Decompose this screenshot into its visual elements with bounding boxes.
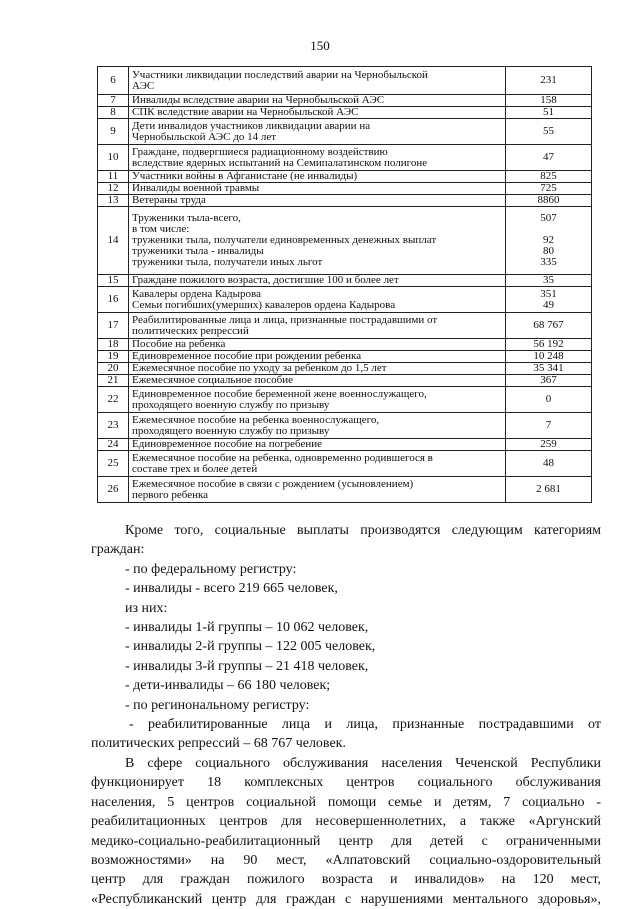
row-description bbox=[129, 351, 506, 363]
description-line: Ежемесячное пособие в связи с рождением (усыновлением) bbox=[132, 477, 414, 490]
row-description bbox=[129, 275, 506, 287]
description-line: Ежемесячное пособие по уходу за ребенком до 1,5 лет bbox=[132, 362, 387, 374]
description-line: Ветераны труда bbox=[132, 194, 206, 206]
statistics-table bbox=[97, 66, 592, 503]
row-value bbox=[506, 387, 592, 413]
description-line: Инвалиды военной травмы bbox=[132, 182, 260, 194]
description-line: составе трех и более детей bbox=[132, 462, 258, 475]
row-description bbox=[129, 413, 506, 439]
description-line: Кавалеры ордена Кадырова bbox=[132, 287, 261, 300]
text-line: - по федеральному регистру: bbox=[125, 561, 297, 577]
table-row bbox=[98, 107, 592, 119]
row-description bbox=[129, 107, 506, 119]
table-row bbox=[98, 145, 592, 171]
description-line: политических репрессий bbox=[132, 324, 249, 337]
value-line: 367 bbox=[540, 374, 557, 386]
description-line: АЭС bbox=[132, 79, 155, 92]
text-line: Кроме того, социальные выплаты производятся следующим категориям bbox=[125, 523, 601, 538]
description-line: Чернобыльской АЭС до 14 лет bbox=[132, 130, 277, 143]
text-line: - инвалиды 3-й группы – 21 418 человек, bbox=[125, 658, 369, 674]
description-line: Инвалиды вследствие аварии на Чернобыльской АЭС bbox=[132, 94, 385, 106]
value-line: 507 bbox=[540, 212, 557, 224]
row-description bbox=[129, 195, 506, 207]
row-number: 23 bbox=[98, 413, 129, 439]
description-line: Дети инвалидов участников ликвидации аварии на bbox=[132, 119, 371, 132]
value-line: 0 bbox=[545, 393, 552, 405]
description-line: Ежемесячное социальное пособие bbox=[132, 374, 294, 386]
table-row bbox=[98, 95, 592, 107]
row-value bbox=[506, 95, 592, 107]
table-row bbox=[98, 413, 592, 439]
row-number: 16 bbox=[98, 287, 129, 313]
table-row bbox=[98, 363, 592, 375]
row-number: 8 bbox=[98, 107, 129, 119]
table-row bbox=[98, 351, 592, 363]
table-row bbox=[98, 183, 592, 195]
description-line: проходящего военную службу по призыву bbox=[132, 398, 330, 411]
row-number: 20 bbox=[98, 363, 129, 375]
text-line: - по регинональному регистру: bbox=[125, 697, 310, 713]
value-line: 80 bbox=[543, 245, 554, 257]
description-line: труженики тыла - инвалиды bbox=[132, 245, 264, 257]
table-body bbox=[98, 67, 592, 503]
row-value bbox=[506, 145, 592, 171]
text-line: В сфере социального обслуживания населения Чеченской Республики bbox=[125, 755, 601, 771]
table-row bbox=[98, 171, 592, 183]
description-line: Семьи погибших(умерших) кавалеров ордена Кадырова bbox=[132, 298, 396, 311]
text-line: политических репрессий – 68 767 человек. bbox=[91, 736, 346, 752]
description-line: Участники ликвидации последствий аварии на Чернобыльской bbox=[132, 68, 428, 81]
text-line: функционирует 18 комплексных центров социального обслуживания bbox=[91, 775, 601, 791]
text-line: «Республиканский центр для граждан с нарушениями ментального здоровья», bbox=[91, 891, 601, 907]
row-number: 26 bbox=[98, 477, 129, 503]
value-line: 51 bbox=[543, 106, 554, 118]
value-line: 49 bbox=[543, 298, 554, 311]
row-description bbox=[129, 183, 506, 195]
row-description bbox=[129, 387, 506, 413]
value-line: 8860 bbox=[537, 194, 560, 206]
text-line: - инвалиды 1-й группы – 10 062 человек, bbox=[125, 620, 369, 636]
row-number: 22 bbox=[98, 387, 129, 413]
row-value bbox=[506, 119, 592, 145]
description-line: Граждане, подвергшиеся радиационному воздействию bbox=[132, 145, 388, 158]
page-number: 150 bbox=[310, 38, 330, 53]
table-row bbox=[98, 67, 592, 95]
row-number: 25 bbox=[98, 451, 129, 477]
row-value bbox=[506, 207, 592, 275]
text-line: центр для граждан пожилого возраста и инвалидов» на 120 мест, bbox=[91, 872, 601, 888]
row-number: 9 bbox=[98, 119, 129, 145]
description-line: Ежемесячное пособие на ребенка военнослужащего, bbox=[132, 413, 380, 426]
row-number: 24 bbox=[98, 439, 129, 451]
table-row bbox=[98, 387, 592, 413]
value-line: 47 bbox=[543, 151, 554, 163]
value-line: 92 bbox=[543, 234, 554, 246]
row-description bbox=[129, 339, 506, 351]
description-line: Труженики тыла-всего, bbox=[132, 212, 241, 224]
table-row bbox=[98, 477, 592, 503]
description-line: Граждане пожилого возраста, достигшие 100 и более лет bbox=[132, 274, 399, 286]
row-description bbox=[129, 95, 506, 107]
row-value bbox=[506, 451, 592, 477]
description-line: вследствие ядерных испытаний на Семипалатинском полигоне bbox=[132, 156, 428, 169]
value-line: 35 bbox=[543, 274, 554, 286]
description-line: СПК вследствие аварии на Чернобыльской АЭС bbox=[132, 106, 359, 118]
description-line: труженики тыла, получатели иных льгот bbox=[132, 256, 323, 268]
row-number: 17 bbox=[98, 313, 129, 339]
description-line: Участники войны в Афганистане (не инвалиды) bbox=[132, 170, 358, 182]
row-description bbox=[129, 477, 506, 503]
row-number: 13 bbox=[98, 195, 129, 207]
row-number: 11 bbox=[98, 171, 129, 183]
row-value bbox=[506, 195, 592, 207]
row-value bbox=[506, 477, 592, 503]
row-value bbox=[506, 67, 592, 95]
row-number: 12 bbox=[98, 183, 129, 195]
row-value bbox=[506, 351, 592, 363]
text-line: населения, 5 центров социальной помощи семье и детям, 7 социально - bbox=[91, 794, 601, 810]
description-line: Единовременное пособие на погребение bbox=[132, 438, 322, 450]
description-line: Ежемесячное пособие на ребенка, одновременно родившегося в bbox=[132, 451, 433, 464]
row-value bbox=[506, 183, 592, 195]
value-line: 158 bbox=[540, 94, 557, 106]
row-value bbox=[506, 363, 592, 375]
row-description bbox=[129, 439, 506, 451]
row-value bbox=[506, 107, 592, 119]
row-description bbox=[129, 67, 506, 95]
description-line: первого ребенка bbox=[132, 488, 209, 501]
row-description bbox=[129, 171, 506, 183]
table-row bbox=[98, 195, 592, 207]
row-description bbox=[129, 363, 506, 375]
table-row bbox=[98, 451, 592, 477]
description-line: проходящего военную службу по призыву bbox=[132, 424, 330, 437]
row-number: 18 bbox=[98, 339, 129, 351]
row-value bbox=[506, 313, 592, 339]
text-line: - инвалиды - всего 219 665 человек, bbox=[125, 581, 338, 597]
description-line: Единовременное пособие при рождении ребенка bbox=[132, 350, 362, 362]
text-line: реабилитационных центров для несовершеннолетних, а также «Аргунский bbox=[91, 814, 601, 830]
row-value bbox=[506, 171, 592, 183]
text-line: медико-социально-реабилитационный центр для детей с ограниченными bbox=[91, 833, 601, 849]
row-description bbox=[129, 207, 506, 275]
row-number: 14 bbox=[98, 207, 129, 275]
row-description bbox=[129, 313, 506, 339]
value-line: 335 bbox=[540, 256, 557, 268]
row-description bbox=[129, 145, 506, 171]
table-row bbox=[98, 119, 592, 145]
row-number: 10 bbox=[98, 145, 129, 171]
table-row bbox=[98, 275, 592, 287]
row-value bbox=[506, 339, 592, 351]
value-line: 231 bbox=[540, 74, 557, 86]
description-line: Единовременное пособие беременной жене военнослужащего, bbox=[132, 387, 427, 400]
text-line: граждан: bbox=[91, 542, 145, 558]
table-row bbox=[98, 375, 592, 387]
row-number: 15 bbox=[98, 275, 129, 287]
text-line: - инвалиды 2-й группы – 122 005 человек, bbox=[125, 639, 376, 655]
row-value bbox=[506, 275, 592, 287]
table-row bbox=[98, 439, 592, 451]
row-number: 19 bbox=[98, 351, 129, 363]
description-line: Реабилитированные лица и лица, признанные пострадавшими от bbox=[132, 313, 438, 326]
row-number: 21 bbox=[98, 375, 129, 387]
row-number: 7 bbox=[98, 95, 129, 107]
row-description bbox=[129, 287, 506, 313]
value-line: 10 248 bbox=[533, 350, 564, 362]
description-line: труженики тыла, получатели единовременных денежных выплат bbox=[132, 234, 437, 246]
row-number: 6 bbox=[98, 67, 129, 95]
value-line: 55 bbox=[543, 125, 554, 137]
text-line: - реабилитированные лица и лица, признанные пострадавшими от bbox=[129, 717, 601, 733]
text-line: - дети-инвалиды – 66 180 человек; bbox=[125, 678, 331, 694]
value-line: 351 bbox=[540, 287, 557, 300]
value-line: 35 341 bbox=[533, 362, 564, 374]
row-value bbox=[506, 375, 592, 387]
body-text bbox=[91, 521, 601, 909]
text-line: из них: bbox=[125, 600, 168, 616]
description-line: в том числе: bbox=[132, 223, 190, 235]
text-line: возможностями» на 90 мест, «Алпатовский социально-оздоровительный bbox=[91, 852, 601, 868]
value-line: 68 767 bbox=[533, 319, 564, 331]
table-row bbox=[98, 313, 592, 339]
row-description bbox=[129, 119, 506, 145]
value-line: 48 bbox=[543, 457, 554, 469]
value-line: 56 192 bbox=[533, 338, 564, 350]
value-line: 725 bbox=[540, 182, 557, 194]
table-row bbox=[98, 207, 592, 275]
row-value bbox=[506, 413, 592, 439]
table-row bbox=[98, 339, 592, 351]
row-description bbox=[129, 375, 506, 387]
value-line: 7 bbox=[545, 419, 552, 431]
row-description bbox=[129, 451, 506, 477]
row-value bbox=[506, 439, 592, 451]
description-line: Пособие на ребенка bbox=[132, 338, 226, 350]
value-line: 2 681 bbox=[536, 483, 561, 495]
value-line: 825 bbox=[540, 170, 557, 182]
row-value bbox=[506, 287, 592, 313]
table-row bbox=[98, 287, 592, 313]
value-line: 259 bbox=[540, 438, 557, 450]
